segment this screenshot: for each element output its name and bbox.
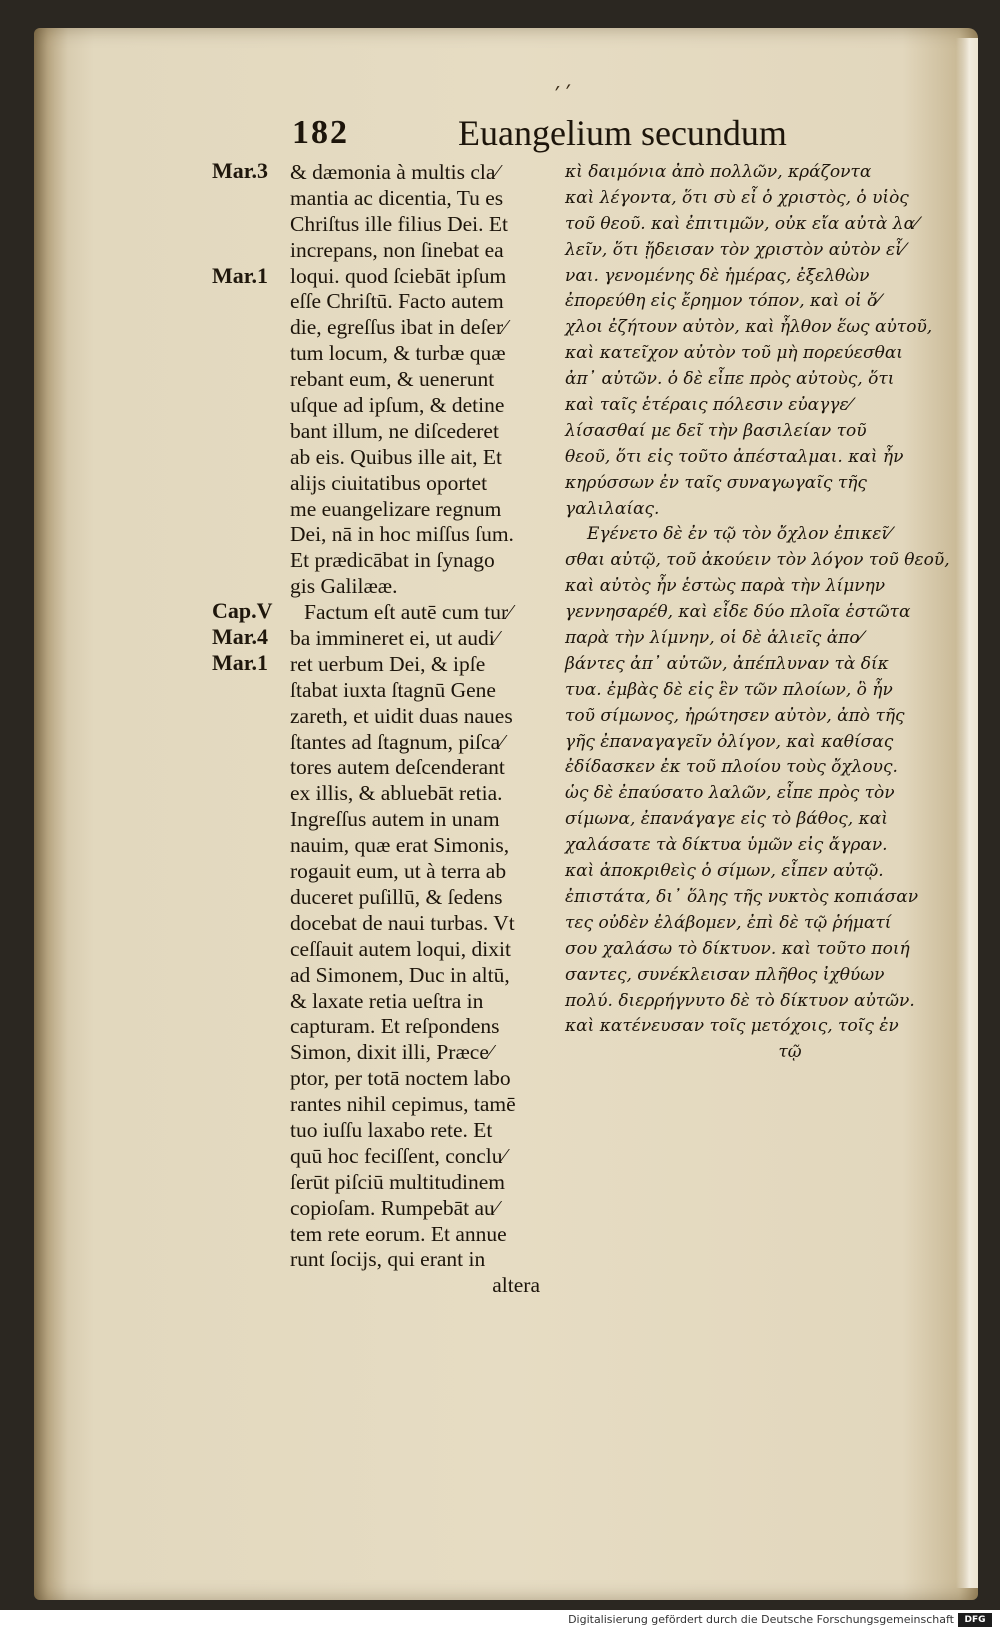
latin-line: eſſe Chriſtū. Facto autem: [290, 289, 504, 314]
margin-note: Mar.1: [212, 263, 269, 288]
latin-line: ſtantes ad ſtagnum, piſca⁄: [290, 729, 504, 754]
running-head: Euangelium secundum: [458, 113, 787, 153]
greek-line: καὶ ἀποκριθεὶς ὁ σίμων, εἶπεν αὐτῷ.: [565, 861, 884, 882]
latin-line: docebat de naui turbas. Vt: [290, 910, 515, 935]
latin-line: rogauit eum, ut à terra ab: [290, 859, 507, 884]
latin-line: tuo iuſſu laxabo rete. Et: [290, 1117, 493, 1142]
margin-note: Mar.3: [212, 158, 269, 183]
latin-line: zareth, et uidit duas naues: [290, 703, 513, 728]
greek-line: βάντες ἀπ᾽ αὐτῶν, ἀπέπλυναν τὰ δίκ: [565, 653, 889, 674]
greek-line: ἐπορεύθη εἰς ἔρημον τόπον, καὶ οἱ ὄ⁄: [565, 291, 881, 312]
latin-line: Factum eſt autē cum tur⁄: [304, 600, 512, 625]
greek-line: λίσασθαί με δεῖ τὴν βασιλείαν τοῦ: [565, 420, 867, 441]
greek-line: σου χαλάσω τὸ δίκτυον. καὶ τοῦτο ποιή: [565, 938, 910, 959]
latin-column: [290, 160, 548, 1299]
greek-line: θεοῦ, ὅτι εἰς τοῦτο ἀπέσταλμαι. καὶ ἦν: [565, 446, 904, 467]
latin-line: ex illis, & abluebāt retia.: [290, 781, 503, 806]
latin-line: Dei, nā in hoc miſſus ſum.: [290, 522, 514, 547]
latin-line: quū hoc feciſſent, conclu⁄: [290, 1143, 507, 1168]
greek-line: πολύ. διερρήγνυτο δὲ τὸ δίκτυον αὐτῶν.: [565, 990, 915, 1011]
latin-line: me euangelizare regnum: [290, 496, 502, 521]
greek-line: χαλάσατε τὰ δίκτυα ὑμῶν εἰς ἄγραν.: [565, 835, 888, 856]
latin-line: runt ſocijs, qui erant in: [290, 1247, 486, 1272]
latin-line: & laxate retia ueſtra in: [290, 988, 484, 1013]
latin-line: increpans, non ſinebat ea: [290, 237, 504, 262]
latin-line: nauim, quæ erat Simonis,: [290, 833, 510, 858]
greek-line: ἐδίδασκεν ἐκ τοῦ πλοίου τοὺς ὄχλους.: [565, 757, 898, 778]
greek-column: [565, 160, 950, 1066]
greek-line: ἀπ᾽ αὐτῶν. ὁ δὲ εἶπε πρὸς αὐτοὺς, ὅτι: [565, 369, 895, 390]
latin-line: tum locum, & turbæ quæ: [290, 341, 506, 366]
latin-line: rebant eum, & uenerunt: [290, 367, 495, 392]
latin-line: tem rete eorum. Et annue: [290, 1221, 507, 1246]
latin-catchword: altera: [492, 1273, 540, 1298]
latin-line: die, egreſſus ibat in deſer⁄: [290, 315, 507, 340]
latin-line: bant illum, ne diſcederet: [290, 418, 499, 443]
greek-line: ὡς δὲ ἐπαύσατο λαλῶν, εἶπε πρὸς τὸν: [565, 783, 895, 804]
greek-line: καὶ λέγοντα, ὅτι σὺ εἶ ὁ χριστὸς, ὁ υἱὸς: [565, 187, 909, 208]
greek-line: σθαι αὐτῷ, τοῦ ἀκούειν τὸν λόγον τοῦ θεοῦ,: [565, 550, 950, 571]
latin-line: Simon, dixit illi, Præce⁄: [290, 1040, 493, 1065]
latin-line: duceret puſillū, & ſedens: [290, 884, 503, 909]
greek-line: Εγένετο δὲ ἐν τῷ τὸν ὄχλον ἐπικεῖ⁄: [587, 524, 891, 545]
greek-line: σίμωνα, ἐπανάγαγε εἰς τὸ βάθος, καὶ: [565, 809, 888, 830]
greek-line: τες οὐδὲν ἐλάβομεν, ἐπὶ δὲ τῷ ῥήματί: [565, 912, 892, 933]
latin-line: & dæmonia à multis cla⁄: [290, 160, 500, 184]
latin-line: rantes nihil cepimus, tamē: [290, 1092, 516, 1117]
latin-line: ba immineret ei, ut audi⁄: [290, 626, 499, 651]
greek-line: κηρύσσων ἐν ταῖς συναγωγαῖς τῆς: [565, 472, 867, 493]
latin-line: ab eis. Quibus ille ait, Et: [290, 444, 502, 469]
greek-line: λεῖν, ὅτι ᾔδεισαν τὸν χριστὸν αὐτὸν εἶ⁄: [565, 239, 905, 260]
latin-line: ad Simonem, Duc in altū,: [290, 962, 510, 987]
latin-line: Et prædicābat in ſynago: [290, 548, 495, 573]
latin-line: ſtabat iuxta ſtagnū Gene: [290, 677, 496, 702]
latin-line: tores autem deſcenderant: [290, 755, 505, 780]
greek-line: καὶ αὐτὸς ἦν ἑστὼς παρὰ τὴν λίμνην: [565, 576, 886, 597]
greek-line: καὶ κατεῖχον αὐτὸν τοῦ μὴ πορεύεσθαι: [565, 343, 903, 364]
greek-line: ἐπιστάτα, δι᾽ ὅλης τῆς νυκτὸς κοπιάσαν: [565, 886, 919, 907]
latin-line: ſerūt piſciū multitudinem: [290, 1169, 505, 1194]
latin-line: Ingreſſus autem in unam: [290, 807, 500, 832]
greek-line: γῆς ἐπαναγαγεῖν ὀλίγον, καὶ καθίσας: [565, 731, 894, 752]
latin-line: ret uerbum Dei, & ipſe: [290, 651, 486, 676]
footer-credit: Digitalisierung gefördert durch die Deutsche Forschungsgemeinschaft: [568, 1613, 954, 1626]
latin-line: Chriſtus ille filius Dei. Et: [290, 211, 508, 236]
greek-line: χλοι ἐζήτουν αὐτὸν, καὶ ἦλθον ἕως αὐτοῦ,: [565, 317, 933, 338]
handwritten-folio-mark: ´´: [550, 82, 576, 111]
latin-line: copioſam. Rumpebāt au⁄: [290, 1195, 499, 1220]
greek-line: γαλιλαίας.: [565, 498, 660, 519]
greek-line: σαντες, συνέκλεισαν πλῆθος ἰχθύων: [565, 964, 885, 985]
latin-line: loqui. quod ſciebāt ipſum: [290, 263, 507, 288]
latin-line: ptor, per totā noctem labo: [290, 1066, 511, 1091]
digitization-footer: [0, 1610, 1000, 1632]
page-edge: [956, 38, 978, 1588]
latin-line: alijs ciuitatibus oportet: [290, 470, 488, 495]
margin-note: Mar.1: [212, 650, 269, 675]
greek-line: καὶ κατένευσαν τοῖς μετόχοις, τοῖς ἐν: [565, 1016, 899, 1037]
dfg-logo: DFG: [958, 1613, 992, 1627]
latin-line: uſque ad ipſum, & detine: [290, 393, 505, 418]
greek-line: καὶ ταῖς ἑτέραις πόλεσιν εὐαγγε⁄: [565, 395, 852, 416]
greek-line: παρὰ τὴν λίμνην, οἱ δὲ ἁλιεῖς ἀπο⁄: [565, 628, 863, 649]
greek-line: τοῦ θεοῦ. καὶ ἐπιτιμῶν, οὐκ εἴα αὐτὰ λα⁄: [565, 213, 918, 234]
latin-line: mantia ac dicentia, Tu es: [290, 185, 504, 210]
greek-line: τυα. ἐμβὰς δὲ εἰς ἓν τῶν πλοίων, ὃ ἦν: [565, 679, 893, 700]
greek-line: ναι. γενομένης δὲ ἡμέρας, ἐξελθὼν: [565, 265, 870, 286]
margin-note: Mar.4: [212, 624, 269, 649]
margin-note: Cap.V: [212, 598, 273, 623]
greek-line: γεννησαρέθ, καὶ εἶδε δύο πλοῖα ἑστῶτα: [565, 602, 911, 623]
greek-line: κὶ δαιμόνια ἀπὸ πολλῶν, κράζοντα: [565, 162, 872, 182]
greek-line: τοῦ σίμωνος, ἠρώτησεν αὐτὸν, ἀπὸ τῆς: [565, 705, 905, 726]
page-number: 182: [292, 114, 349, 151]
latin-line: ceſſauit autem loqui, dixit: [290, 936, 511, 961]
latin-line: capturam. Et reſpondens: [290, 1014, 500, 1039]
latin-line: gis Galilææ.: [290, 574, 398, 599]
greek-catchword: τῷ: [778, 1042, 802, 1063]
